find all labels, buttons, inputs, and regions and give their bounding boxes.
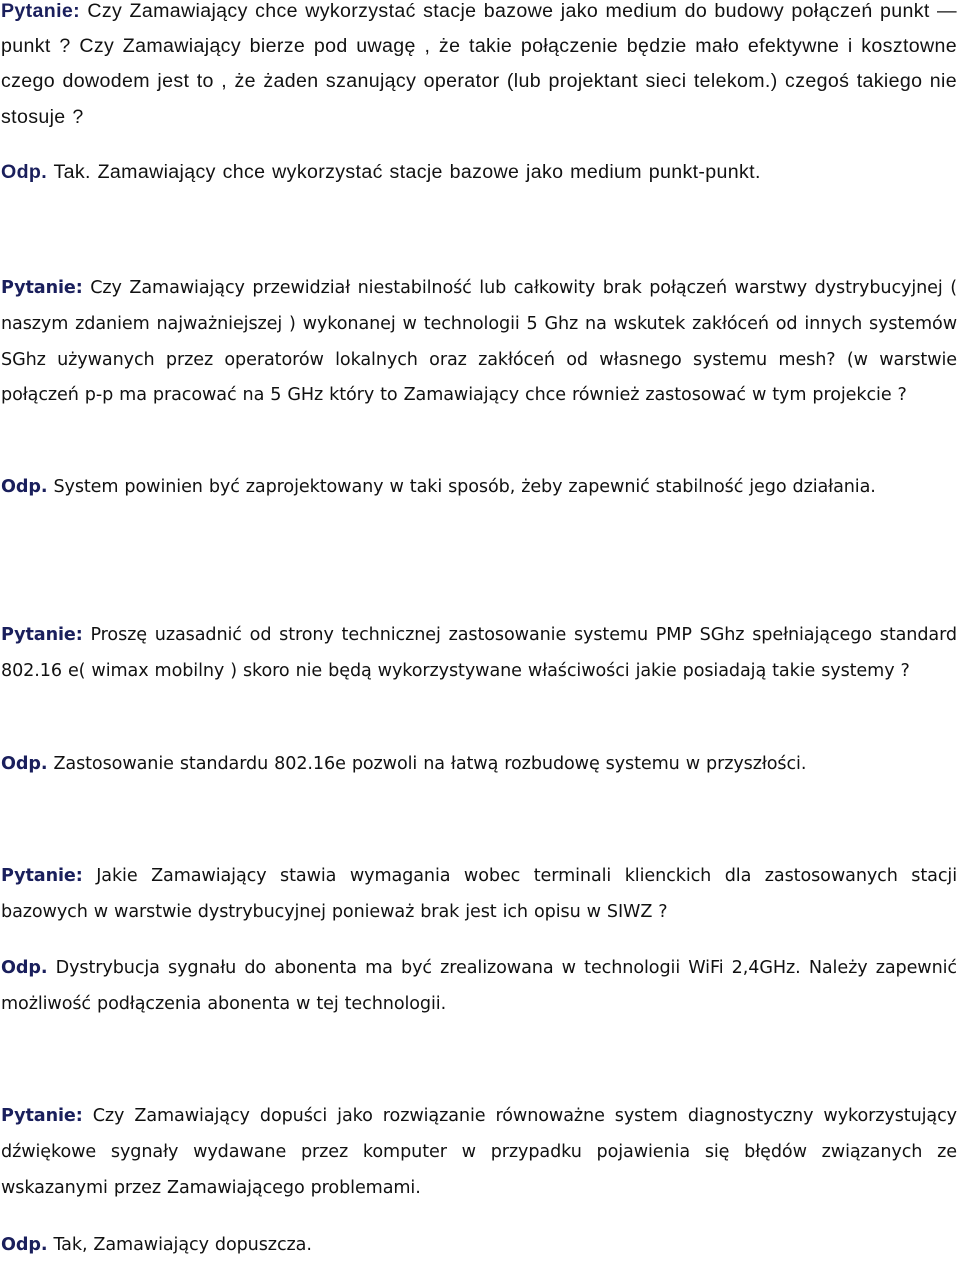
question-2-label: Pytanie: (1, 278, 83, 298)
question-5 (1, 1099, 957, 1206)
answer-1-text: Tak. Zamawiający chce wykorzystać stacje bazowe jako medium punkt-punkt. (53, 161, 761, 183)
answer-1 (1, 155, 957, 190)
question-4-text: Jakie Zamawiający stawia wymagania wobec terminali klienckich dla zastosowanych stacji bazowych w warstwie dystrybucyjnej ponieważ brak jest ich opisu w SIWZ ? (1, 866, 957, 922)
answer-3-label: Odp. (1, 754, 48, 774)
question-1-label: Pytanie: (1, 0, 81, 22)
answer-5-label: Odp. (1, 1235, 48, 1255)
question-1-text: Czy Zamawiający chce wykorzystać stacje bazowe jako medium do budowy połączeń punkt —punkt ? Czy Zamawiający bierze pod uwagę , że takie połączenie będzie mało efektywne i kosztowne czego dowodem jest to , że żaden szanujący operator (lub projektant sieci telekom.) czegoś takiego nie stosuje ? (1, 0, 957, 128)
question-2-text: Czy Zamawiający przewidział niestabilność lub całkowity brak połączeń warstwy dystrybucyjnej ( naszym zdaniem najważniejszej ) wykonanej w technologii 5 Ghz na wskutek zakłóceń od innych systemów SGhz używanych przez operatorów lokalnych oraz zakłóceń od własnego systemu mesh? (w warstwie połączeń p-p ma pracować na 5 GHz który to Zamawiający chce również zastosować w tym projekcie ? (1, 278, 957, 406)
question-3-text: Proszę uzasadnić od strony technicznej zastosowanie systemu PMP SGhz spełniającego standard 802.16 e( wimax mobilny ) skoro nie będą wykorzystywane właściwości jakie posiadają takie systemy ? (1, 625, 957, 681)
answer-4-text: Dystrybucja sygnału do abonenta ma być zrealizowana w technologii WiFi 2,4GHz. Należy zapewnić możliwość podłączenia abonenta w tej technologii. (1, 958, 958, 1014)
question-5-text: Czy Zamawiający dopuści jako rozwiązanie równoważne system diagnostyczny wykorzystujący dźwiękowe sygnały wydawane przez komputer w przypadku pojawienia się błędów związanych ze wskazanymi przez Zamawiającego problemami. (1, 1106, 957, 1198)
question-3 (1, 618, 957, 690)
question-1 (1, 0, 957, 135)
question-4 (1, 859, 957, 931)
question-4-label: Pytanie: (1, 866, 83, 886)
answer-3-text: Zastosowanie standardu 802.16e pozwoli na łatwą rozbudowę systemu w przyszłości. (53, 754, 807, 774)
answer-2-text: System powinien być zaprojektowany w taki sposób, żeby zapewnić stabilność jego działania. (53, 477, 876, 497)
answer-4-label: Odp. (1, 958, 48, 978)
answer-1-label: Odp. (1, 161, 48, 183)
question-5-label: Pytanie: (1, 1106, 83, 1126)
answer-3 (1, 747, 957, 783)
answer-5-text: Tak, Zamawiający dopuszcza. (53, 1235, 312, 1255)
answer-2 (1, 470, 957, 506)
question-3-label: Pytanie: (1, 625, 83, 645)
answer-5 (1, 1228, 957, 1264)
question-2 (1, 271, 957, 414)
answer-2-label: Odp. (1, 477, 48, 497)
answer-4 (1, 951, 957, 1023)
